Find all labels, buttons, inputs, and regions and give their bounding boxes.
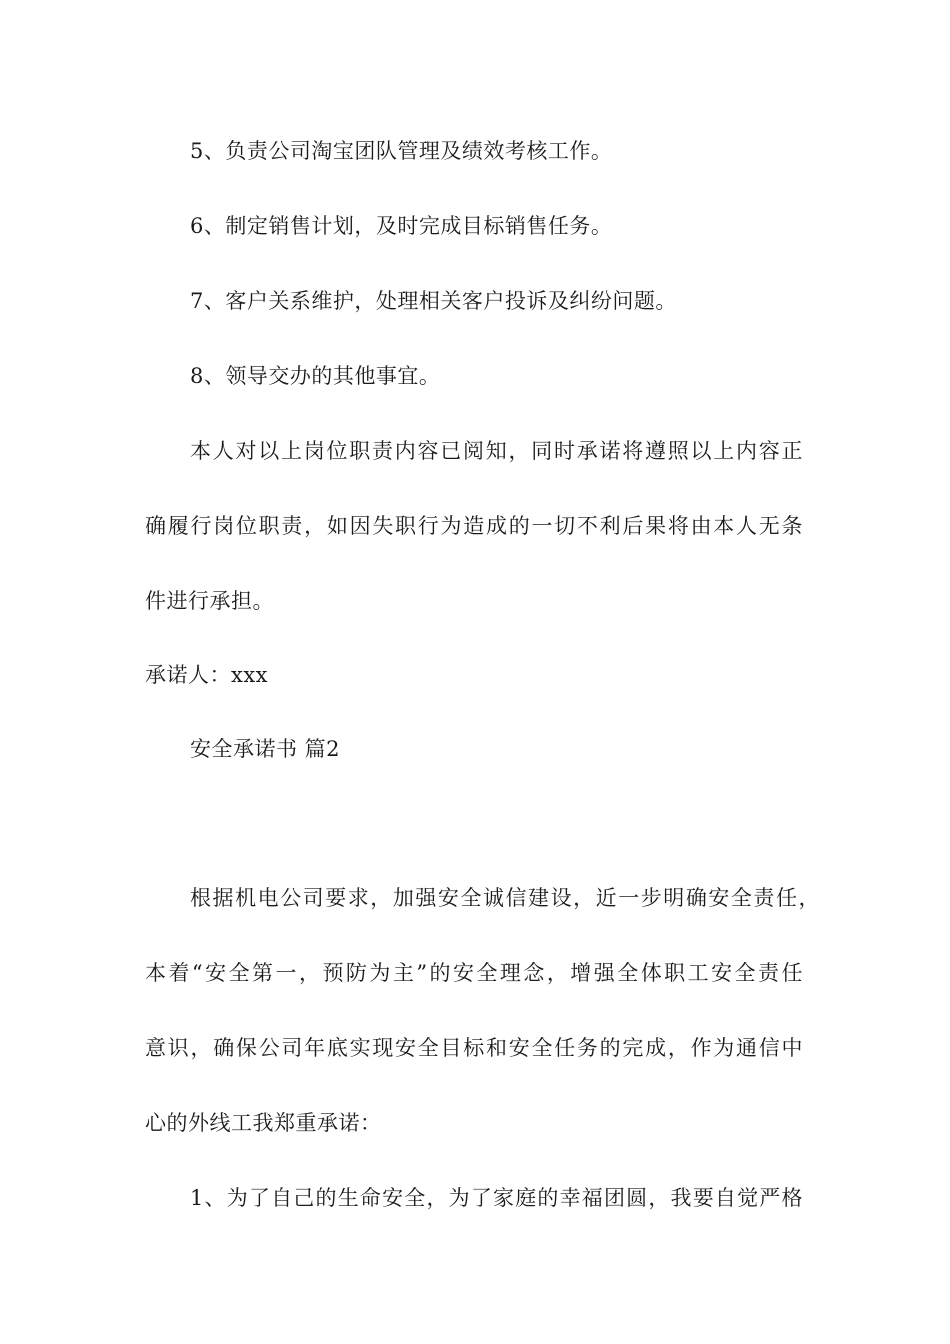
signer-line: 承诺人：xxx bbox=[145, 663, 269, 687]
intro-paragraph-line-4: 心的外线工我郑重承诺： bbox=[145, 1111, 382, 1135]
list-item-5: 5、负责公司淘宝团队管理及绩效考核工作。 bbox=[190, 139, 613, 163]
section-title: 安全承诺书 篇2 bbox=[190, 737, 341, 761]
list-item-7: 7、客户关系维护，处理相关客户投诉及纠纷问题。 bbox=[190, 289, 677, 313]
list-item-8: 8、领导交办的其他事宜。 bbox=[190, 364, 441, 388]
intro-paragraph-line-1: 根据机电公司要求，加强安全诚信建设，近一步明确安全责任， bbox=[190, 886, 820, 910]
list-item-6: 6、制定销售计划，及时完成目标销售任务。 bbox=[190, 214, 613, 238]
commitment-paragraph-line-3: 件进行承担。 bbox=[145, 589, 274, 613]
commitment-paragraph-line-1: 本人对以上岗位职责内容已阅知，同时承诺将遵照以上内容正 bbox=[190, 439, 803, 463]
commitment-paragraph-line-2: 确履行岗位职责，如因失职行为造成的一切不利后果将由本人无条 bbox=[145, 514, 803, 538]
intro-paragraph-line-2: 本着“安全第一，预防为主”的安全理念，增强全体职工安全责任 bbox=[145, 961, 803, 985]
intro-paragraph-line-3: 意识，确保公司年底实现安全目标和安全任务的完成，作为通信中 bbox=[145, 1036, 803, 1060]
list-item-1: 1、为了自己的生命安全，为了家庭的幸福团圆，我要自觉严格 bbox=[190, 1186, 803, 1210]
